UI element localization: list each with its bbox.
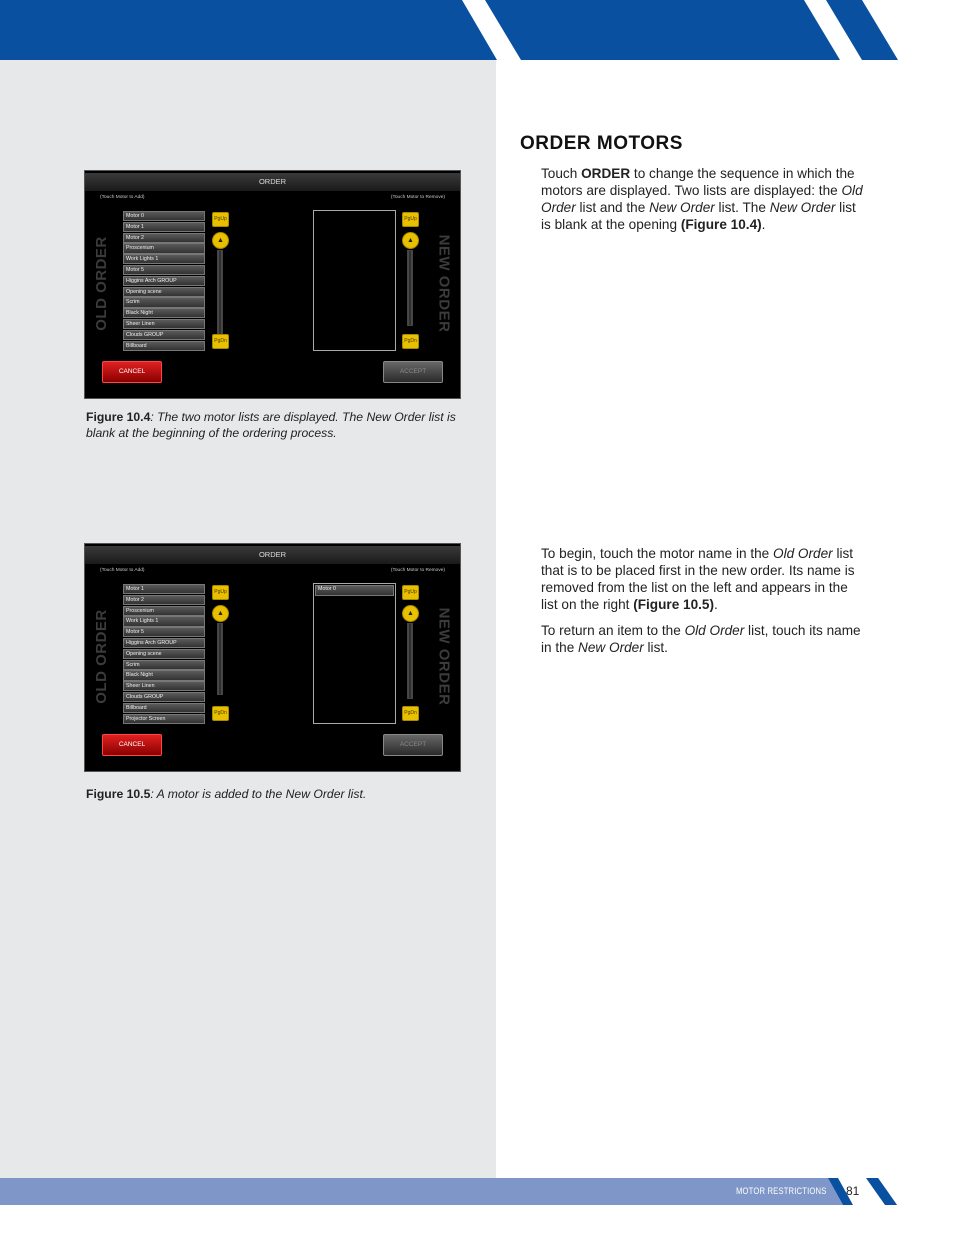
new-pgdn-button[interactable]: PgDn <box>402 334 419 349</box>
motor-list-item[interactable]: Proscenium <box>123 606 205 616</box>
motor-list-item[interactable]: Motor 2 <box>123 595 205 605</box>
motor-list-item[interactable]: Work Lights 1 <box>123 616 205 626</box>
figure-10-5-caption: Figure 10.5: A motor is added to the New Order list. <box>86 787 367 801</box>
motor-list-item[interactable]: Motor 2 <box>123 233 205 243</box>
cancel-button[interactable]: CANCEL <box>102 734 162 756</box>
hint-remove: (Touch Motor to Remove) <box>390 568 445 573</box>
old-pgdn-button[interactable]: PgDn <box>212 334 229 349</box>
motor-list-item[interactable]: Proscenium <box>123 243 205 253</box>
figure-10-4-screenshot <box>84 170 461 399</box>
new-pgdn-button[interactable]: PgDn <box>402 706 419 721</box>
motor-list-item[interactable]: Motor 5 <box>123 265 205 275</box>
return-paragraph: To return an item to the Old Order list, touch its name in the New Order list. <box>541 623 861 655</box>
hint-add: (Touch Motor to Add) <box>100 195 145 200</box>
motor-list-item[interactable]: Motor 5 <box>123 627 205 637</box>
hint-add: (Touch Motor to Add) <box>100 568 145 573</box>
old-scrollbar-track[interactable] <box>217 623 223 695</box>
begin-paragraph: To begin, touch the motor name in the Old Order list that is to be placed first in the new order. Its name is removed from the list on the left and appears in the list on the right (Figure 10.5). <box>541 546 855 612</box>
new-scrollbar-track[interactable] <box>407 623 413 699</box>
old-scrollbar-track[interactable] <box>217 250 223 336</box>
old-order-list <box>123 211 205 351</box>
new-pgup-button[interactable]: PgUp <box>402 585 419 600</box>
old-order-list <box>123 584 205 724</box>
motor-list-item[interactable]: Opening scene <box>123 649 205 659</box>
figure-10-4-caption: Figure 10.4: The two motor lists are displayed. The New Order list is blank at the beginning of the ordering process. <box>86 410 456 440</box>
old-scroll-up-icon[interactable]: ▲ <box>212 605 229 622</box>
motor-list-item[interactable]: Higgins Arch GROUP <box>123 276 205 286</box>
cancel-button[interactable]: CANCEL <box>102 361 162 383</box>
page-number: 81 <box>846 1184 860 1198</box>
page-heading: ORDER MOTORS <box>520 133 683 154</box>
motor-list-item[interactable]: Clouds GROUP <box>123 692 205 702</box>
old-order-label: OLD ORDER <box>92 236 110 331</box>
motor-list-item[interactable]: Billboard <box>123 341 205 351</box>
motor-list-item[interactable]: Motor 1 <box>123 584 205 594</box>
intro-paragraph: Touch ORDER to change the sequence in which the motors are displayed. Two lists are displayed: the Old Order list and the New Order list. The New Order list is blank at the opening (Figure 10.4). <box>541 166 863 232</box>
old-pgup-button[interactable]: PgUp <box>212 212 229 227</box>
motor-list-item[interactable]: Sheer Linen <box>123 319 205 329</box>
motor-list-item[interactable]: Black Night <box>123 308 205 318</box>
motor-list-item[interactable]: Clouds GROUP <box>123 330 205 340</box>
new-scroll-up-icon[interactable]: ▲ <box>402 232 419 249</box>
motor-list-item[interactable]: Motor 0 <box>123 211 205 221</box>
old-order-label: OLD ORDER <box>92 609 110 704</box>
motor-list-item[interactable]: Sheer Linen <box>123 681 205 691</box>
new-order-item[interactable]: Motor 0 <box>315 585 394 596</box>
new-order-label: NEW ORDER <box>435 607 453 706</box>
header-band <box>0 0 954 60</box>
motor-list-item[interactable]: Scrim <box>123 297 205 307</box>
accept-button[interactable]: ACCEPT <box>383 734 443 756</box>
order-screen-title: ORDER <box>85 546 460 564</box>
new-order-list[interactable] <box>313 210 396 351</box>
motor-list-item[interactable]: Black Night <box>123 670 205 680</box>
old-scroll-up-icon[interactable]: ▲ <box>212 232 229 249</box>
motor-list-item[interactable]: Projector Screen <box>123 714 205 724</box>
motor-list-item[interactable]: Higgins Arch GROUP <box>123 638 205 648</box>
motor-list-item[interactable]: Opening scene <box>123 287 205 297</box>
motor-list-item[interactable]: Motor 1 <box>123 222 205 232</box>
motor-list-item[interactable]: Work Lights 1 <box>123 254 205 264</box>
new-order-label: NEW ORDER <box>435 234 453 333</box>
footer-section-label: MOTOR RESTRICTIONS <box>736 1186 827 1196</box>
old-pgdn-button[interactable]: PgDn <box>212 706 229 721</box>
new-order-list[interactable] <box>313 583 396 724</box>
new-pgup-button[interactable]: PgUp <box>402 212 419 227</box>
new-scroll-up-icon[interactable]: ▲ <box>402 605 419 622</box>
figure-10-5-screenshot <box>84 543 461 772</box>
motor-list-item[interactable]: Billboard <box>123 703 205 713</box>
motor-list-item[interactable]: Scrim <box>123 660 205 670</box>
accept-button[interactable]: ACCEPT <box>383 361 443 383</box>
new-scrollbar-track[interactable] <box>407 250 413 326</box>
footer-page-tab <box>828 1178 898 1205</box>
order-screen-title: ORDER <box>85 173 460 191</box>
hint-remove: (Touch Motor to Remove) <box>390 195 445 200</box>
old-pgup-button[interactable]: PgUp <box>212 585 229 600</box>
